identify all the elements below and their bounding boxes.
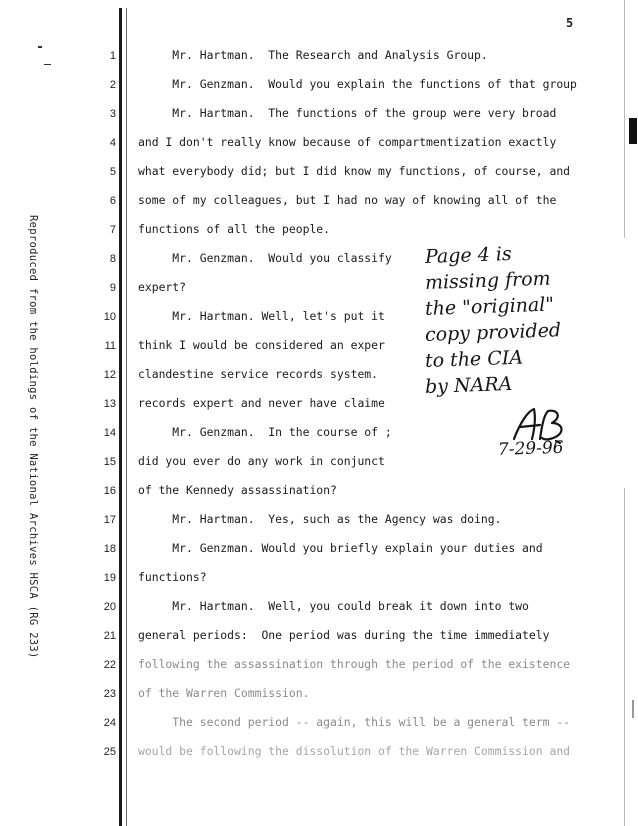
line-number: 23: [103, 688, 116, 700]
transcript-line: Mr. Hartman. The Research and Analysis Group.: [138, 48, 488, 62]
line-number: 3: [109, 108, 116, 120]
transcript-line: expert?: [138, 280, 187, 294]
scan-artifact: [629, 118, 637, 144]
transcript-line: Mr. Hartman. The functions of the group were very broad: [138, 106, 557, 120]
line-number: 19: [103, 572, 116, 584]
transcript-line: functions?: [138, 570, 207, 584]
transcript-line: The second period -- again, this will be a general term --: [138, 715, 571, 729]
handwritten-date: 7-29-96: [497, 437, 564, 460]
transcript-line: think I would be considered an exper: [138, 338, 385, 352]
handwritten-note-line: to the CIA: [424, 346, 524, 372]
transcript-line: Mr. Hartman. Well, let's put it: [138, 309, 385, 323]
transcript-line: of the Warren Commission.: [138, 686, 310, 700]
transcript-line: and I don't really know because of compartmentization exactly: [138, 135, 557, 149]
transcript-line: following the assassination through the period of the existence: [138, 657, 571, 671]
line-number: 24: [103, 717, 116, 729]
archive-reproduction-note: Reproduced from the holdings of the National Archives HSCA (RG 233): [27, 215, 39, 659]
handwritten-note-line: missing from: [424, 267, 551, 294]
line-number: 18: [103, 543, 116, 555]
transcript-line: what everybody did; but I did know my functions, of course, and: [138, 164, 571, 178]
line-number: 17: [103, 514, 116, 526]
page-number: 5: [566, 16, 574, 30]
handwritten-note-line: Page 4 is: [424, 242, 513, 268]
transcript-line: did you ever do any work in conjunct: [138, 454, 385, 468]
transcript-line: Mr. Hartman. Well, you could break it down into two: [138, 599, 529, 613]
transcript-line: Mr. Genzman. In the course of ;: [138, 425, 392, 439]
transcript-line: records expert and never have claime: [138, 396, 385, 410]
line-number: 5: [109, 166, 116, 178]
margin-tick: [38, 46, 42, 48]
margin-tick: [44, 64, 51, 65]
line-number: 9: [109, 282, 116, 294]
handwritten-note-line: the "original": [424, 293, 555, 320]
line-number: 6: [109, 195, 116, 207]
line-number: 8: [109, 253, 116, 265]
scan-artifact: [632, 700, 634, 718]
line-number: 22: [103, 659, 116, 671]
transcript-line: Mr. Hartman. Yes, such as the Agency was doing.: [138, 512, 502, 526]
line-number: 16: [103, 485, 116, 497]
line-number: 25: [103, 746, 116, 758]
transcript-line: general periods: One period was during the time immediately: [138, 628, 550, 642]
line-number: 20: [103, 601, 116, 613]
transcript-line: some of my colleagues, but I had no way of knowing all of the: [138, 193, 557, 207]
left-margin-rule-thin: [126, 8, 127, 826]
line-number: 1: [109, 50, 116, 62]
handwritten-note-line: by NARA: [424, 372, 513, 398]
line-number: 11: [104, 340, 116, 352]
transcript-line: clandestine service records system.: [138, 367, 379, 381]
line-number: 13: [103, 398, 116, 410]
left-margin-rule: [119, 8, 122, 826]
line-number: 2: [109, 79, 116, 91]
line-number: 15: [103, 456, 116, 468]
transcript-line: Mr. Genzman. Would you explain the functions of that group: [138, 77, 577, 91]
line-number: 7: [109, 224, 116, 236]
line-number: 4: [109, 137, 116, 149]
transcript-line: of the Kennedy assassination?: [138, 483, 337, 497]
transcript-line: functions of all the people.: [138, 222, 331, 236]
transcript-line: would be following the dissolution of the Warren Commission and: [138, 744, 571, 758]
transcript-line: Mr. Genzman. Would you classify: [138, 251, 392, 265]
line-number: 21: [103, 630, 116, 642]
line-number: 10: [103, 311, 116, 323]
transcript-line: Mr. Genzman. Would you briefly explain your duties and: [138, 541, 543, 555]
line-number: 12: [103, 369, 116, 381]
line-number: 14: [103, 427, 116, 439]
handwritten-note-line: copy provided: [424, 319, 562, 346]
